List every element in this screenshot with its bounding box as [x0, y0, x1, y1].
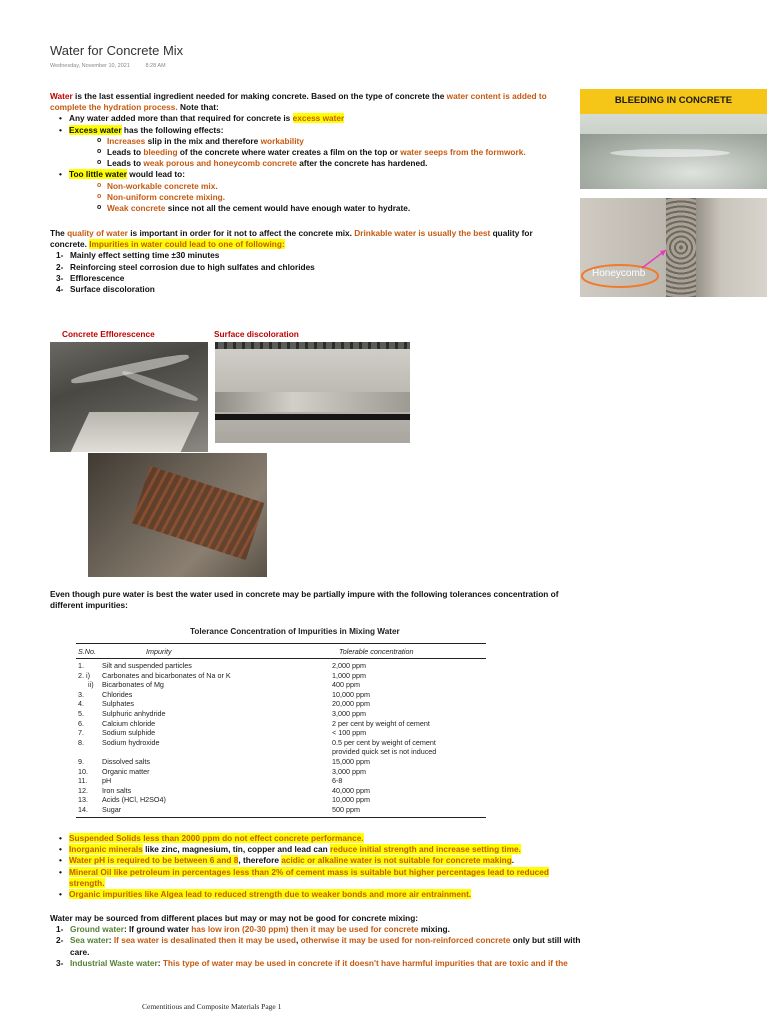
bleeding-banner-label: BLEEDING IN CONCRETE: [614, 95, 733, 106]
list-item: 1- Mainly effect setting time ±30 minutes: [56, 250, 220, 261]
table-row: 6. Calcium chloride 2 per cent by weight of cement: [78, 718, 430, 728]
table-row: ii) Bicarbonates of Mg 400 ppm: [88, 680, 360, 690]
table-row: 3. Chlorides 10,000 ppm: [78, 689, 370, 699]
table-rule-header: [76, 658, 486, 659]
concrete-floor-shape: [580, 134, 767, 189]
table-row: 7. Sodium sulphide < 100 ppm: [78, 728, 367, 738]
table-row: 10. Organic matter 3,000 ppm: [78, 766, 366, 776]
intro-section: [50, 91, 572, 214]
table-row: 4. Sulphates 20,000 ppm: [78, 699, 370, 709]
sources-intro: Water may be sourced from different places but may or may not be good for concrete mixing:: [50, 913, 419, 923]
notes-section: [50, 833, 580, 900]
list-item: 3- Industrial Waste water: This type of water may be used in concrete if it doesn't have harmful impurities that are toxic and if the: [56, 957, 568, 968]
list-item: 1- Ground water: If ground water has low iron (20-30 ppm) then it may be used for concrete mixing.: [56, 924, 450, 935]
beam-shape: [215, 392, 410, 412]
quality-section: [50, 228, 570, 295]
sources-list: [50, 924, 590, 969]
table-row: 14. Sugar 500 ppm: [78, 804, 360, 814]
list-item: 2- Sea water: If sea water is desalinated then it may be used, otherwise it may be used for non-reinforced concrete only but still with care.: [56, 935, 581, 957]
floor-slab-shape: [71, 412, 200, 452]
page-time: 8:28 AM: [145, 63, 166, 69]
list-item: o Increases slip in the mix and therefore workability: [69, 136, 572, 147]
page-meta: [50, 63, 180, 69]
discoloration-image: [215, 342, 410, 443]
impurity-effects-list: [50, 250, 570, 295]
table-row: provided quick set is not induced: [332, 747, 437, 757]
table-row: 8. Sodium hydroxide 0.5 per cent by weight of cement: [78, 737, 436, 747]
table-rule-top: [76, 643, 486, 644]
list-item: • Organic impurities like Algea lead to reduced strength due to weaker bonds and more air entrainment.: [50, 889, 580, 900]
list-item: 2- Reinforcing steel corrosion due to high sulfates and chlorides: [56, 261, 315, 272]
table-row: 2. i) Carbonates and bicarbonates of Na or K 1,000 ppm: [78, 670, 366, 680]
ceiling-joists-shape: [215, 342, 410, 349]
too-little-water-sublist: [69, 181, 572, 215]
list-item: 3- Efflorescence: [56, 272, 125, 283]
tolerance-intro: Even though pure water is best the water used in concrete may be partially impure with the following tolerances concentration of different impurities:: [50, 589, 559, 611]
page-date: Wednesday, November 10, 2021: [50, 63, 130, 69]
table-header-sno: S.No.: [78, 647, 96, 656]
list-item: • Mineral Oil like petroleum in percentages less than 2% of cement mass is suitable but higher percentages lead to reduced strength.: [50, 867, 580, 889]
list-item: • Any water added more than that required for concrete is excess water: [50, 113, 572, 124]
page-footer: Cementitious and Composite Materials Page 1: [142, 1002, 282, 1011]
table-row: 13. Acids (HCl, H2SO4) 10,000 ppm: [78, 795, 370, 805]
efflorescence-image: [50, 342, 208, 452]
list-item: • Inorganic minerals like zinc, magnesium, tin, copper and lead can reduce initial strength and increase setting time.: [50, 844, 580, 855]
efflorescence-streak-shape: [121, 369, 199, 404]
discoloration-caption: Surface discoloration: [214, 329, 299, 339]
table-row: 5. Sulphuric anhydride 3,000 ppm: [78, 708, 366, 718]
excess-water-sublist: [69, 136, 572, 170]
table-rule-bottom: [76, 817, 486, 818]
list-item: o Weak concrete since not all the cement would have enough water to hydrate.: [69, 203, 572, 214]
sources-section: [50, 913, 590, 969]
list-item: • Too little water would lead to: o Non-workable concrete mix. o Non-uniform concrete mixing. o Weak concrete since not all the cement would have enough water to hydrate.: [50, 169, 572, 214]
table-row: 12. Iron salts 40,000 ppm: [78, 785, 370, 795]
list-item: • Suspended Solids less than 2000 ppm do not effect concrete performance.: [50, 833, 580, 844]
page-title: Water for Concrete Mix: [50, 43, 184, 58]
rusted-rebar-shape: [132, 466, 265, 560]
list-item: o Leads to bleeding of the concrete where water creates a film on the top or water seeps from the formwork.: [69, 147, 572, 158]
intro-paragraph: Water is the last essential ingredient needed for making concrete. Based on the type of concrete the water content is added to complete the hydration process. Note that:: [50, 91, 547, 113]
table-header-concentration: Tolerable concentration: [339, 647, 414, 656]
efflorescence-caption: Concrete Efflorescence: [62, 329, 155, 339]
list-item: o Non-uniform concrete mixing.: [69, 192, 572, 203]
honeycomb-annotation-icon: [580, 198, 767, 297]
honeycomb-label: Honeycomb: [592, 268, 646, 279]
list-item: o Leads to weak porous and honeycomb concrete after the concrete has hardened.: [69, 158, 572, 169]
water-film-shape: [610, 149, 730, 157]
table-header-impurity: Impurity: [146, 647, 172, 656]
list-item: • Water pH is required to be between 6 and 8, therefore acidic or alkaline water is not suitable for concrete making.: [50, 855, 580, 866]
table-row: 11. pH 6-8: [78, 776, 343, 786]
list-item: o Non-workable concrete mix.: [69, 181, 572, 192]
bleeding-image: [580, 89, 767, 189]
notes-list: [50, 833, 580, 900]
corrosion-image: [88, 453, 267, 577]
table-title: Tolerance Concentration of Impurities in Mixing Water: [190, 627, 400, 636]
efflorescence-streak-shape: [70, 352, 189, 387]
quality-paragraph: The quality of water is important in order for it not to affect the concrete mix. Drinkable water is usually the best quality for concrete. Impurities in water could lead to one of following:: [50, 228, 533, 250]
list-item: • Excess water has the following effects: o Increases slip in the mix and therefore workability o Leads to bleeding of the concrete where water creates a film on the top or water seeps from the formwork. o Leads to weak porous and honeycomb concrete after the concrete has hardened.: [50, 125, 572, 170]
honeycomb-image: [580, 198, 767, 297]
list-item: 4- Surface discoloration: [56, 284, 155, 295]
table-row: 9. Dissolved salts 15,000 ppm: [78, 756, 370, 766]
table-row: 1. Silt and suspended particles 2,000 ppm: [78, 661, 366, 670]
tolerance-table: [78, 661, 436, 815]
water-effects-list: [50, 113, 572, 214]
beam-shadow-shape: [215, 414, 410, 420]
